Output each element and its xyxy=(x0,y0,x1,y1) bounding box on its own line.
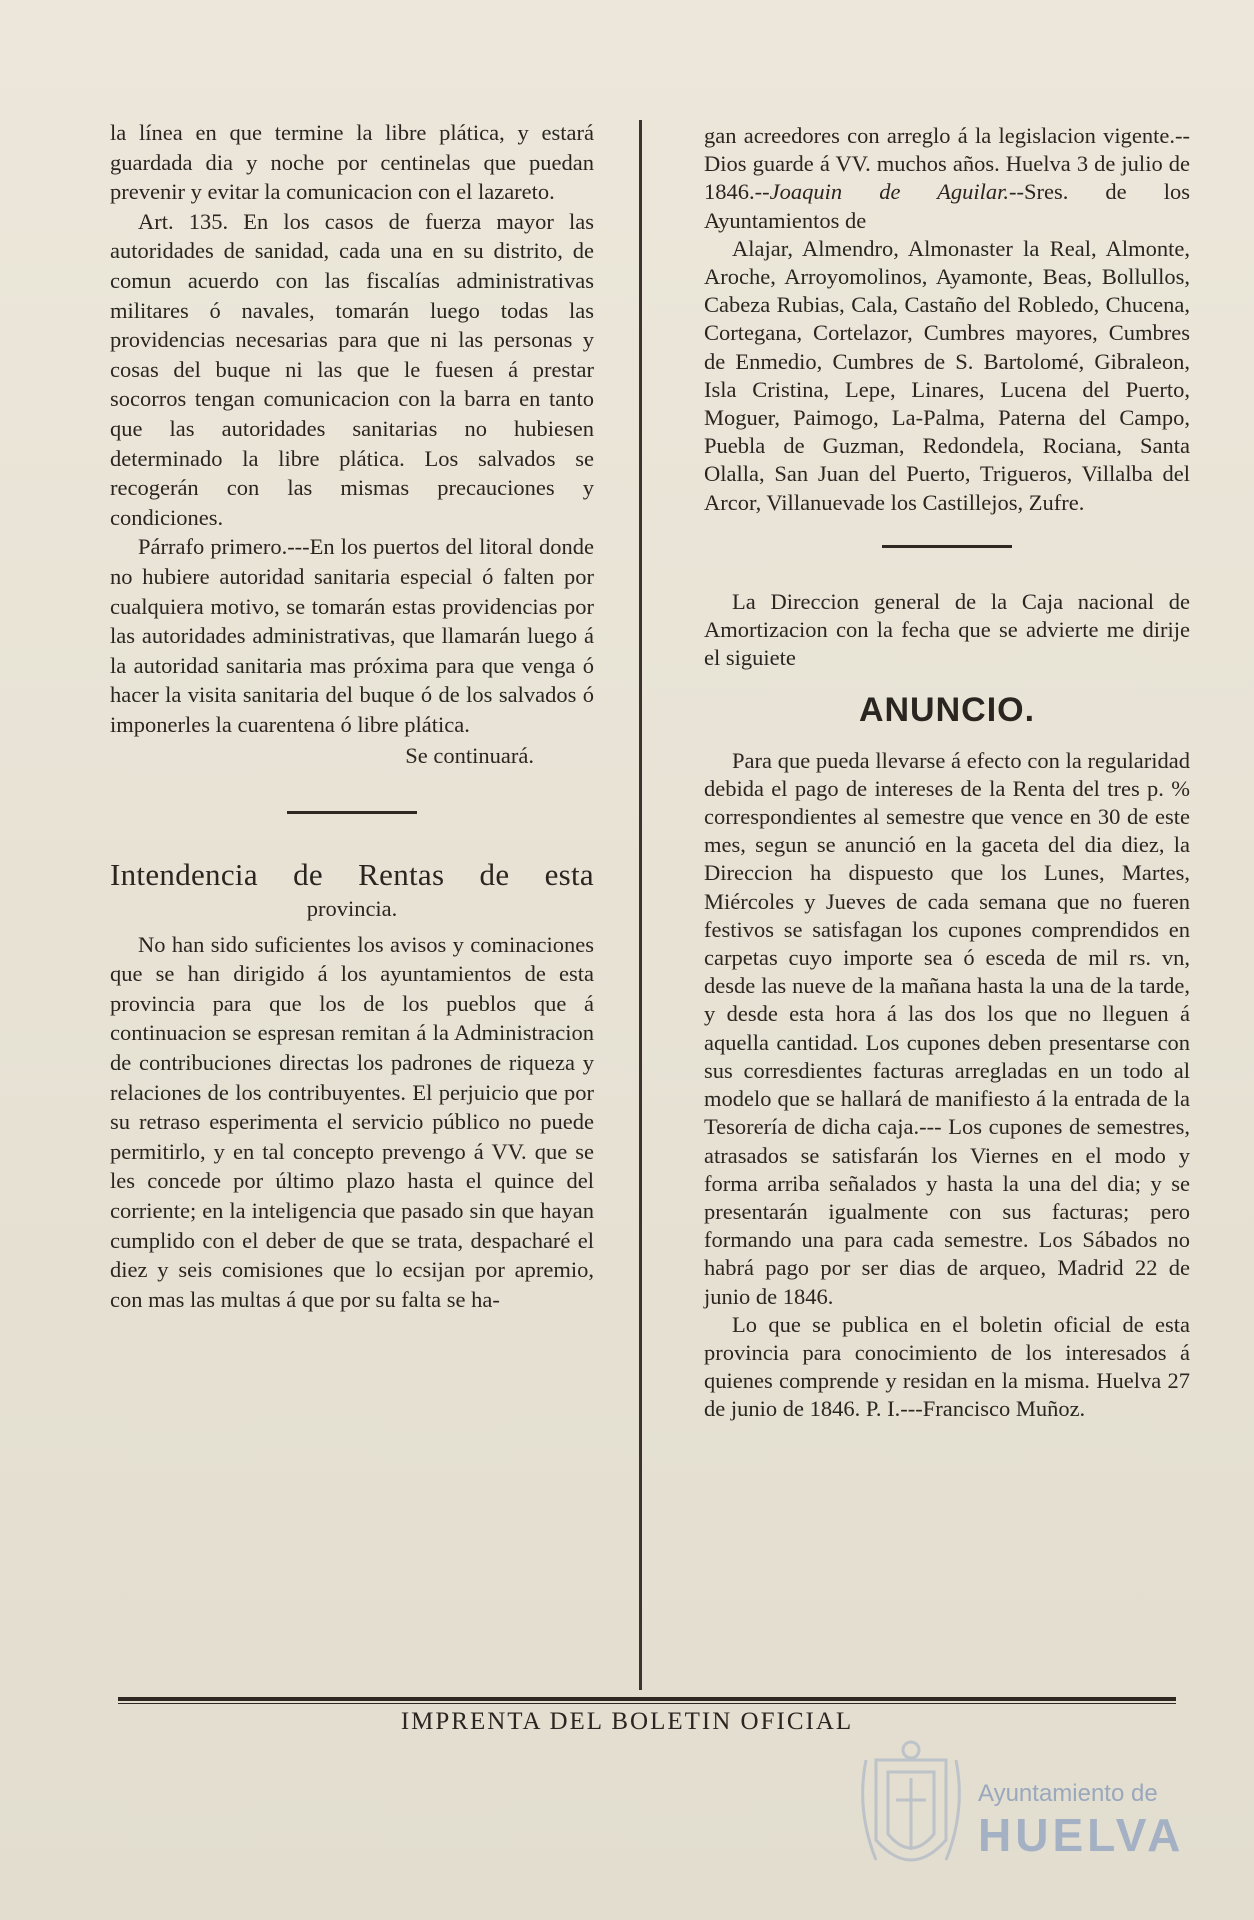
section-subtitle: provincia. xyxy=(306,896,398,922)
parrafo-primero-paragraph: Párrafo primero.---En los puertos del litoral donde no hubiere autoridad sanitaria especial ó falten por cualquiera motivo, se tomarán estas providencias por las autoridades administrativas, que llamarán luego á la autoridad sanitaria mas próxima para que venga ó hacer la visita sanitaria del buque ó de los salvados ó imponerles la cuarentena ó libre plática. xyxy=(110,534,594,737)
footer-rule-thin xyxy=(118,1703,1176,1704)
right-paragraph-1 xyxy=(704,122,1190,235)
intendencia-paragraph: No han sido suficientes los avisos y cominaciones que se han dirigido á los ayuntamientos de esta provincia para que los de los pueblos que á continuacion se espresan remitan á la Administracion de contribuciones directas los padrones de riqueza y relaciones de los contribuyentes. El perjuicio que por su retraso esperimenta el servicio público no puede permitirlo, y en tal concepto prevengo á VV. que se les concede por último plazo hasta el quince del corriente; en la inteligencia que pasado sin que hayan cumplido con el deber de que se trata, despacharé el diez y seis comisiones que lo ecsijan por apremio, con mas las multas á que por su falta se ha- xyxy=(110,931,594,1312)
section-title: Intendencia de Rentas de esta xyxy=(110,857,594,893)
right-paragraph-1-end: --Sres. de los Ayuntamientos de xyxy=(704,179,1190,233)
column-divider xyxy=(639,120,642,1690)
section-divider xyxy=(287,811,417,814)
continues-note: Se continuará. xyxy=(405,743,534,769)
anuncio-heading: ANUNCIO. xyxy=(858,691,1036,730)
footer-rule xyxy=(118,1697,1176,1701)
left-column xyxy=(110,118,594,1314)
section-divider-right xyxy=(882,545,1012,548)
watermark-line-2: HUELVA xyxy=(978,1809,1185,1861)
right-paragraph-1-start: gan acreedores con arreglo á la legislacion vigente.--Dios guarde á VV. muchos años. Huelva 3 de julio de 1846.-- xyxy=(704,123,1190,205)
towns-list: Alajar, Almendro, Almonaster la Real, Almonte, Aroche, Arroyomolinos, Ayamonte, Beas, Bollullos, Cabeza Rubias, Cala, Castaño del Robledo, Chucena, Cortegana, Cortelazor, Cumbres mayores, Cumbres de Enmedio, Cumbres de S. Bartolomé, Gibraleon, Isla Cristina, Lepe, Linares, Lucena del Puerto, Moguer, Paimogo, La-Palma, Paterna del Campo, Puebla de Guzman, Redondela, Rociana, Santa Olalla, San Juan del Puerto, Trigueros, Villalba del Arcor, Villanuevade los Castillejos, Zufre. xyxy=(704,235,1190,515)
imprint-line: IMPRENTA DEL BOLETIN OFICIAL xyxy=(400,1708,854,1735)
anuncio-paragraph: Para que pueda llevarse á efecto con la regularidad debida el pago de intereses de la Renta del tres p. % correspondientes al semestre que vence en 30 de este mes, segun se anunció en la gaceta del dia diez, la Direccion ha dispuesto que los Lunes, Martes, Miércoles y Jueves de cada semana que no fueren festivos se satisfagan los cupones comprendidos en carpetas cuyo importe sea ó esceda de mil rs. vn, desde las nueve de la mañana hasta la una de la tarde, y desde esta hora á las dos los que no lleguen á aquella cantidad. Los cupones deben presentarse con sus corresdientes facturas arregladas en un todo al modelo que se hallará de manifiesto á la entrada de la Tesorería de dicha caja.--- Los cupones de semestres, atrasados se satisfarán los Viernes en el modo y forma arriba señalados y hasta la una del dia; y se presentarán igualmente con sus facturas; pero formando una para cada semestre. Los Sábados no habrá pago por ser dias de arqueo, Madrid 22 de junio de 1846. xyxy=(704,747,1190,1309)
signature-aguilar: Joaquin de Aguilar. xyxy=(769,179,1009,205)
article-135-paragraph: Art. 135. En los casos de fuerza mayor las autoridades de sanidad, cada una en su distrito, de comun acuerdo con las fiscalías administrativas militares ó navales, tomarán luego todas las providencias necesarias para que ni las personas y cosas del buque ni las que le fuesen á prestar socorros tengan comunicacion con la barra en tanto que las autoridades sanitarias no hubiesen determinado la libre plática. Los salvados se recogerán con las mismas precauciones y condiciones. xyxy=(110,208,594,530)
publication-note-paragraph: Lo que se publica en el boletin oficial de esta provincia para conocimiento de los interesados á quienes comprende y residan en la misma. Huelva 27 de junio de 1846. P. I.---Francisco Muñoz. xyxy=(704,1311,1190,1422)
direccion-paragraph: La Direccion general de la Caja nacional de Amortizacion con la fecha que se advierte me dirije el siguiete xyxy=(704,588,1190,671)
right-column xyxy=(704,122,1190,1424)
left-paragraph-1: la línea en que termine la libre plática, y estará guardada dia y noche por centinelas que puedan prevenir y evitar la comunicacion con el lazareto. xyxy=(110,120,594,205)
watermark-line-1: Ayuntamiento de xyxy=(978,1780,1158,1807)
